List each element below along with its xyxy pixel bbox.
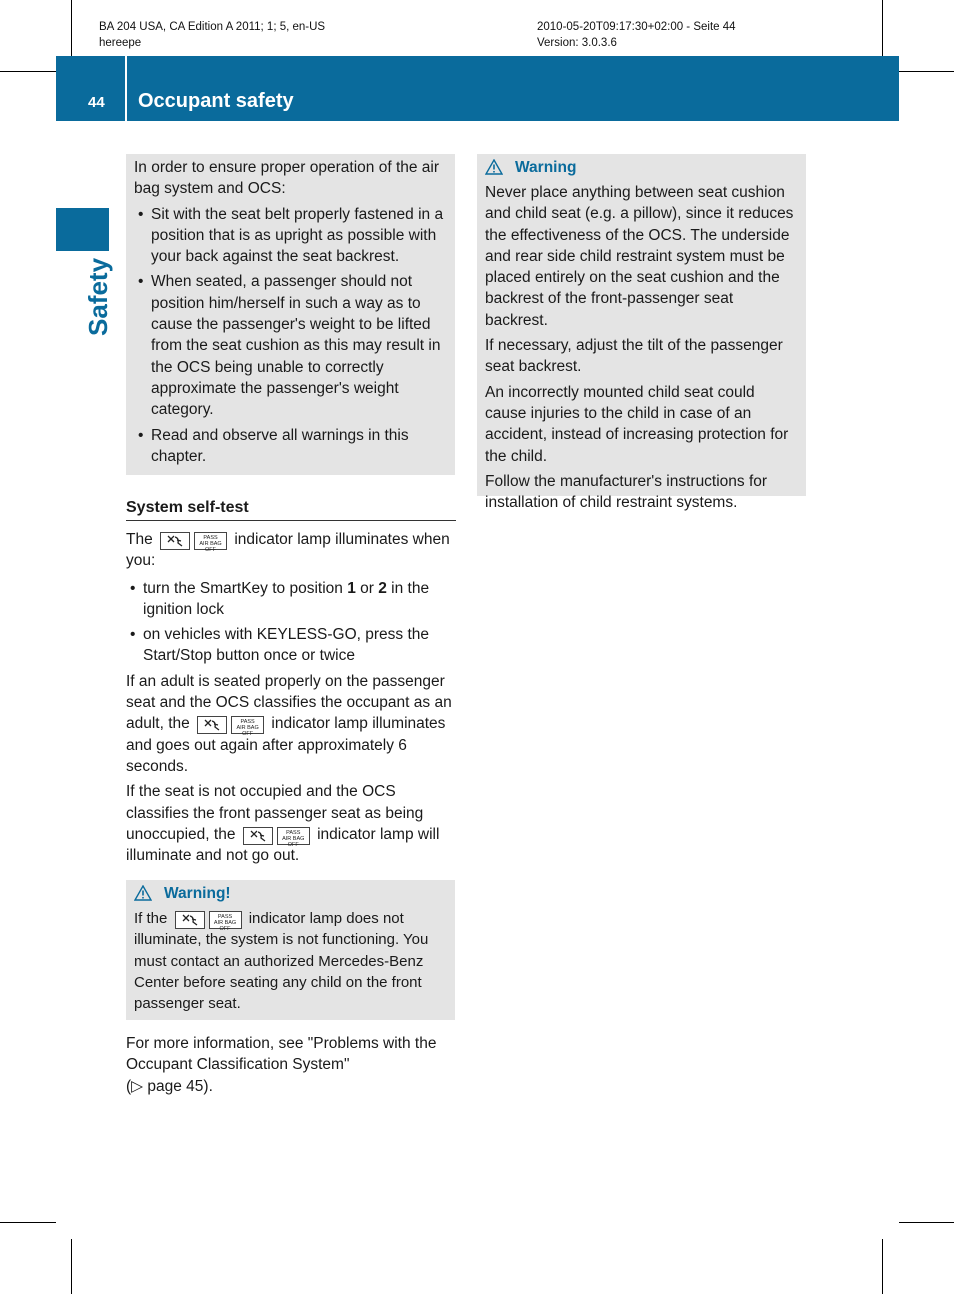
pass-airbag-off-indicator xyxy=(243,827,310,848)
warning-triangle-icon xyxy=(485,159,503,175)
side-tab-marker xyxy=(56,208,109,251)
doc-id: BA 204 USA, CA Edition A 2011; 1; 5, en-US xyxy=(99,21,326,33)
crop-mark xyxy=(0,71,56,72)
child-seat-icon xyxy=(197,716,227,734)
intro-text: In order to ensure proper operation of the air bag system and OCS: xyxy=(134,159,440,198)
side-tab-label: Safety xyxy=(83,257,113,336)
crop-mark xyxy=(71,1239,72,1294)
warning-box-left xyxy=(126,880,455,1020)
pass-airbag-off-icon: PASS AIR BAG OFF xyxy=(209,911,242,929)
crop-mark xyxy=(899,1222,954,1223)
crop-mark xyxy=(71,0,72,56)
list-item: • Read and observe all warnings in this chapter. xyxy=(134,425,449,468)
crop-mark xyxy=(882,0,883,56)
doc-meta-left xyxy=(99,19,325,51)
doc-version: Version: 3.0.3.6 xyxy=(537,37,617,49)
pass-airbag-off-indicator xyxy=(175,911,242,932)
self-test-intro: The PASS AIR BAG OFF indicator lamp illuminates when you: xyxy=(126,531,450,570)
doc-timestamp: 2010-05-20T09:17:30+02:00 - Seite 44 xyxy=(537,21,736,33)
child-seat-icon xyxy=(243,827,273,845)
warning-heading: Warning! xyxy=(134,883,449,905)
list-item: • on vehicles with KEYLESS-GO, press the Start/Stop button once or twice xyxy=(126,624,456,667)
warning-heading: Warning xyxy=(485,157,800,179)
warning-text: If the PASS AIR BAG OFF indicator lamp does not illuminate, the system is not functioning. You must contact an authorized Mercedes-Benz Center before seating any child on the front passenger seat. xyxy=(134,910,429,1013)
pass-airbag-off-icon: PASS AIR BAG OFF xyxy=(231,716,264,734)
self-test-bullets xyxy=(126,578,456,667)
list-item: • turn the SmartKey to position 1 or 2 in the ignition lock xyxy=(126,578,456,621)
self-test-paragraph: If an adult is seated properly on the passenger seat and the OCS classifies the occupant as an adult, the PASS AIR BAG OFF indicator lamp illuminates and goes out again after approximately 6 seconds. xyxy=(126,672,452,775)
section-heading: System self-test xyxy=(126,497,456,521)
intro-box xyxy=(126,154,455,475)
more-info xyxy=(126,1033,458,1097)
warning-paragraph: If necessary, adjust the tilt of the passenger seat backrest. xyxy=(485,337,783,376)
header-divider xyxy=(125,56,127,121)
list-item: • When seated, a passenger should not position him/herself in such a way as to cause the passenger's weight to be lifted from the seat cushion as this may result in the OCS being unable to correctly approximate the passenger's weight category. xyxy=(134,271,449,420)
self-test-paragraph: If the seat is not occupied and the OCS classifies the front passenger seat as being unoccupied, the PASS AIR BAG OFF indicator lamp will illuminate and not go out. xyxy=(126,783,440,865)
pass-airbag-off-icon: PASS AIR BAG OFF xyxy=(277,827,310,845)
self-test-section xyxy=(126,497,456,870)
warning-paragraph: An incorrectly mounted child seat could cause injuries to the child in case of an accident, instead of increasing protection for the child. xyxy=(485,383,789,465)
crop-mark xyxy=(0,1222,56,1223)
child-seat-icon xyxy=(175,911,205,929)
warning-paragraph: Never place anything between seat cushion and child seat (e.g. a pillow), since it reduces the effectiveness of the OCS. The underside and rear side child restraint system must be placed entirely on the seat cushion and the backrest of the front-passenger seat backrest. xyxy=(485,184,794,329)
list-item: • Sit with the seat belt properly fastened in a position that is as upright as possible with your back against the seat backrest. xyxy=(134,204,449,268)
doc-user: hereepe xyxy=(99,37,142,49)
warning-paragraph: Follow the manufacturer's instructions for installation of child restraint systems. xyxy=(485,472,768,512)
crop-mark xyxy=(882,1239,883,1294)
chapter-header-bar xyxy=(56,56,899,121)
doc-meta-right xyxy=(537,19,736,51)
warning-box-right xyxy=(477,154,806,512)
pass-airbag-off-icon: PASS AIR BAG OFF xyxy=(194,532,227,550)
page-number: 44 xyxy=(88,94,105,111)
intro-bullets xyxy=(134,204,449,468)
more-info-text: For more information, see "Problems with the Occupant Classification System" xyxy=(126,1035,437,1074)
child-seat-icon xyxy=(160,532,190,550)
page-title: Occupant safety xyxy=(138,90,294,112)
pass-airbag-off-indicator xyxy=(197,716,264,738)
pass-airbag-off-indicator xyxy=(160,532,227,553)
page-reference-link[interactable]: (▷ page 45). xyxy=(126,1077,213,1095)
warning-triangle-icon xyxy=(134,885,152,901)
crop-mark xyxy=(899,71,954,72)
